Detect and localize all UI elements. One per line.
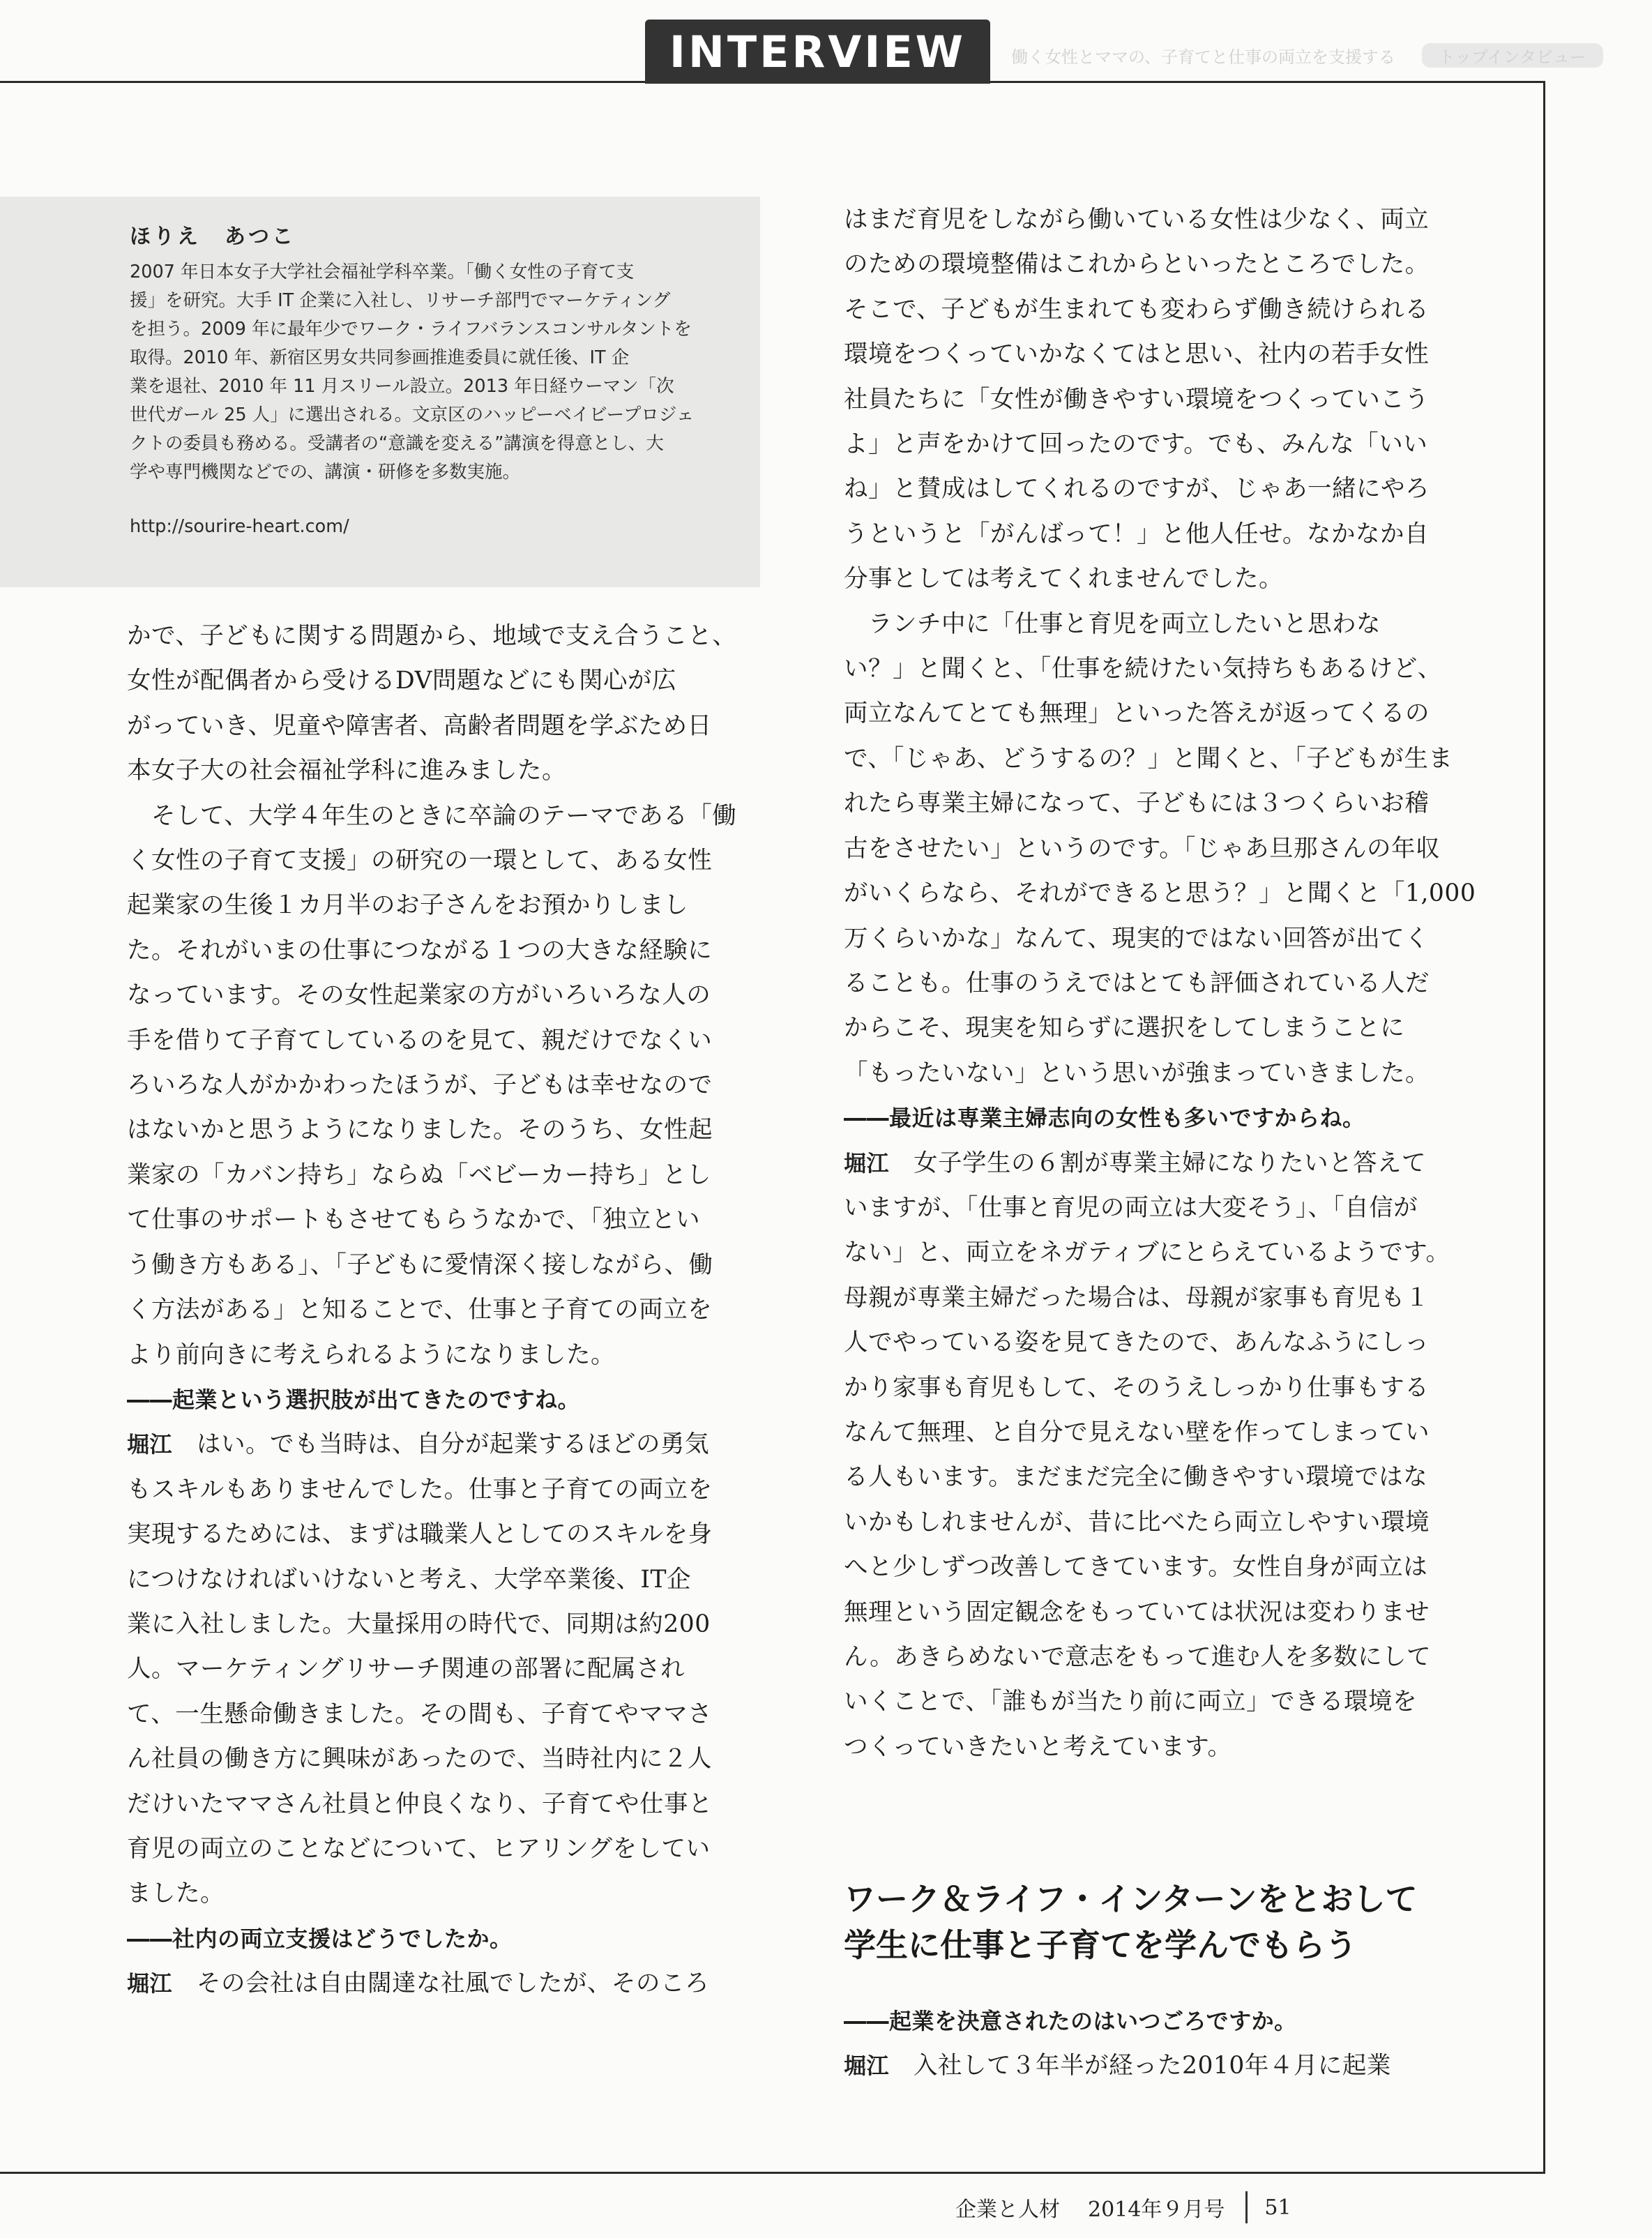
body-line: だけいたママさん社員と仲良くなり、子育てや仕事と: [127, 1790, 713, 1818]
body-line: はまだ育児をしながら働いている女性は少なく、両立: [844, 206, 1430, 234]
body-line: いかもしれませんが、昔に比べたら両立しやすい環境: [844, 1508, 1430, 1536]
body-line: 無理という固定観念をもっていては状況は変わりませ: [844, 1598, 1430, 1626]
body-line: ね」と賛成はしてくれるのですが、じゃあ一緒にやろ: [844, 475, 1430, 504]
body-line: はないかと思うようになりました。そのうち、女性起: [127, 1116, 713, 1144]
speaker-name: 堀江: [844, 2052, 890, 2080]
right-column: [844, 197, 1541, 1769]
body-line: つくっていきたいと考えています。: [844, 1732, 1232, 1761]
body-line: ん。あきらめないで意志をもって進む人を多数にして: [844, 1643, 1432, 1671]
body-line: 「もったいない」という思いが強まっていきました。: [844, 1059, 1430, 1087]
speaker-line: [127, 1422, 796, 1467]
body-line: よ」と声をかけて回ったのです。でも、みんな「いい: [844, 430, 1428, 459]
body-line: る人もいます。まだまだ完全に働きやすい環境ではな: [844, 1463, 1428, 1492]
body-line: く方法がある」と知ることで、仕事と子育ての両立を: [127, 1296, 713, 1324]
body-line: 万くらいかな」なんて、現実的ではない回答が出てく: [844, 924, 1430, 953]
body-line: 環境をつくっていかなくてはと思い、社内の若手女性: [844, 340, 1430, 369]
body-line: 人でやっている姿を見てきたので、あんなふうにしっ: [844, 1329, 1430, 1357]
left-column: [127, 614, 796, 2006]
profile-bio-line: 援」を研究。大手 IT 企業に入社し、リサーチ部門でマーケティング: [130, 290, 671, 311]
speaker-text: その会社は自由闊達な社風でしたが、そのころ: [172, 1969, 710, 1998]
body-line: につけなければいけないと考え、大学卒業後、IT企: [127, 1565, 692, 1594]
page-footer: [955, 2190, 1604, 2225]
body-line: う働き方もある」、「子どもに愛情深く接しながら、働: [127, 1250, 713, 1279]
profile-bio: [130, 258, 729, 487]
body-line: 社員たちに「女性が働きやすい環境をつくっていこう: [844, 385, 1430, 414]
section-heading-line: 学生に仕事と子育てを学んでもらう: [844, 1926, 1357, 1964]
body-line: かり家事も育児もして、そのうえしっかり仕事もする: [844, 1373, 1430, 1402]
footer-separator: [1245, 2191, 1248, 2223]
profile-name: ほりえ あつこ: [130, 225, 296, 249]
interviewer-question: ――起業という選択肢が出てきたのですね。: [127, 1386, 581, 1413]
body-line: ランチ中に「仕事と育児を両立したいと思わな: [844, 610, 1381, 638]
profile-bio-line: を担う。2009 年に最年少でワーク・ライフバランスコンサルタントを: [130, 319, 692, 340]
body-line: いますが、「仕事と育児の両立は大変そう」、「自信が: [844, 1193, 1418, 1222]
body-line: もスキルもありませんでした。仕事と子育ての両立を: [127, 1475, 713, 1504]
body-line: そこで、子どもが生まれても変わらず働き続けられる: [844, 295, 1430, 324]
interviewer-question: ――最近は専業主婦志向の女性も多いですからね。: [844, 1105, 1365, 1132]
body-line: からこそ、現実を知らずに選択をしてしまうことに: [844, 1014, 1405, 1043]
body-line: 起業家の生後１カ月半のお子さんをお預かりしまし: [127, 891, 688, 920]
body-line: 育児の両立のことなどについて、ヒアリングをしてい: [127, 1834, 711, 1863]
profile-bio-line: 2007 年日本女子大学社会福祉学科卒業。「働く女性の子育て支: [130, 262, 635, 282]
body-line: れたら専業主婦になって、子どもには３つくらいお稽: [844, 789, 1430, 818]
profile-bio-line: 世代ガール 25 人」に選出される。文京区のハッピーベイビープロジェ: [130, 404, 695, 425]
body-line: そして、大学４年生のときに卒論のテーマである「働: [127, 801, 737, 830]
profile-bio-line: クトの委員も務める。受講者の“意識を変える”講演を得意とし、大: [130, 433, 664, 454]
body-line: へと少しずつ改善してきています。女性自身が両立は: [844, 1553, 1428, 1582]
body-line: いくことで、「誰もが当たり前に両立」できる環境を: [844, 1688, 1418, 1716]
body-line: て仕事のサポートもさせてもらうなかで、「独立とい: [127, 1206, 701, 1234]
body-line: 女性が配偶者から受けるDV問題などにも関心が広: [127, 667, 676, 695]
body-line: うというと「がんばって！」と他人任せ。なかなか自: [844, 520, 1429, 548]
body-line: かで、子どもに関する問題から、地域で支え合うこと、: [127, 622, 737, 650]
speaker-name: 堀江: [844, 1149, 890, 1177]
speaker-text: 女子学生の６割が専業主婦になりたいと答えて: [889, 1149, 1427, 1177]
body-line: がいくらなら、それができると思う？」と聞くと「1,000: [844, 879, 1476, 908]
speaker-name: 堀江: [127, 1970, 173, 1997]
profile-bio-line: 学や専門機関などでの、講演・研修を多数実施。: [130, 462, 520, 483]
header-faint-badge: トップインタビュー: [1422, 43, 1603, 68]
body-line: より前向きに考えられるようになりました。: [127, 1340, 615, 1369]
body-line: ろいろな人がかかわったほうが、子どもは幸せなので: [127, 1071, 713, 1100]
body-line: なっています。その女性起業家の方がいろいろな人の: [127, 981, 711, 1010]
header-faint-text: 働く女性とママの、子育てと仕事の両立を支援する: [1011, 47, 1396, 67]
speaker-text: はい。でも当時は、自分が起業するほどの勇気: [172, 1430, 710, 1459]
header-faint-caption: [1011, 43, 1586, 67]
body-line: く女性の子育て支援」の研究の一環として、ある女性: [127, 847, 713, 875]
body-line: 母親が専業主婦だった場合は、母親が家事も育児も１: [844, 1283, 1430, 1312]
body-line: 人。マーケティングリサーチ関連の部署に配属され: [127, 1655, 685, 1684]
body-line: 本女子大の社会福祉学科に進みました。: [127, 757, 566, 785]
speaker-text: 入社して３年半が経った2010年４月に起業: [889, 2052, 1391, 2080]
interviewer-question: ――起業を決意されたのはいつごろですか。: [844, 2008, 1297, 2034]
body-line: た。それがいまの仕事につながる１つの大きな経験に: [127, 936, 713, 965]
body-line: なんて無理、と自分で見えない壁を作ってしまってい: [844, 1418, 1430, 1446]
speaker-line: [844, 1141, 1541, 1186]
section-heading: [844, 1876, 1576, 1968]
frame-bottom-line: [0, 2172, 1545, 2174]
body-line: 分事としては考えてくれませんでした。: [844, 565, 1283, 593]
body-line: 実現するためには、まずは職業人としてのスキルを身: [127, 1520, 713, 1549]
body-line: 古をさせたい」というのです。「じゃあ旦那さんの年収: [844, 834, 1440, 863]
profile-box: [0, 197, 760, 587]
speaker-name: 堀江: [127, 1431, 173, 1458]
body-line: ることも。仕事のうえではとても評価されている人だ: [844, 969, 1430, 997]
interview-header-tab: INTERVIEW: [645, 20, 990, 84]
body-line: て、一生懸命働きました。その間も、子育てやママさ: [127, 1700, 713, 1728]
body-line: 手を借りて子育てしているのを見て、親だけでなくい: [127, 1026, 713, 1054]
frame-right-line: [1543, 81, 1545, 2173]
body-line: がっていき、児童や障害者、高齢者問題を学ぶため日: [127, 711, 712, 740]
body-line: 業に入社しました。大量採用の時代で、同期は約200: [127, 1610, 711, 1638]
body-line: ない」と、両立をネガティブにとらえているようです。: [844, 1239, 1450, 1267]
footer-issue: 2014年９月号: [1088, 2198, 1225, 2222]
speaker-line: [127, 1961, 796, 2006]
right-column-after: [844, 1999, 1541, 2089]
body-line: で、「じゃあ、どうするの？」と聞くと、「子どもが生ま: [844, 744, 1453, 773]
profile-bio-line: 業を退社、2010 年 11 月スリール設立。2013 年日経ウーマン「次: [130, 376, 674, 397]
footer-publication: 企業と人材: [955, 2198, 1060, 2222]
section-heading-line: ワーク＆ライフ・インターンをとおして: [844, 1880, 1418, 1918]
body-line: 業家の「カバン持ち」ならぬ「ベビーカー持ち」とし: [127, 1160, 711, 1189]
interviewer-question: ――社内の両立支援はどうでしたか。: [127, 1925, 513, 1952]
body-line: ん社員の働き方に興味があったので、当時社内に２人: [127, 1745, 712, 1774]
profile-url[interactable]: http://sourire-heart.com/: [130, 516, 349, 537]
footer-page-number: 51: [1264, 2195, 1291, 2220]
body-line: 両立なんてとても無理」といった答えが返ってくるの: [844, 700, 1430, 728]
profile-bio-line: 取得。2010 年、新宿区男女共同参画推進委員に就任後、IT 企: [130, 347, 630, 368]
body-line: い？」と聞くと、「仕事を続けたい気持ちもあるけど、: [844, 655, 1442, 683]
speaker-line: [844, 2043, 1541, 2088]
body-line: ました。: [127, 1880, 225, 1908]
body-line: のための環境整備はこれからといったところでした。: [844, 250, 1430, 279]
